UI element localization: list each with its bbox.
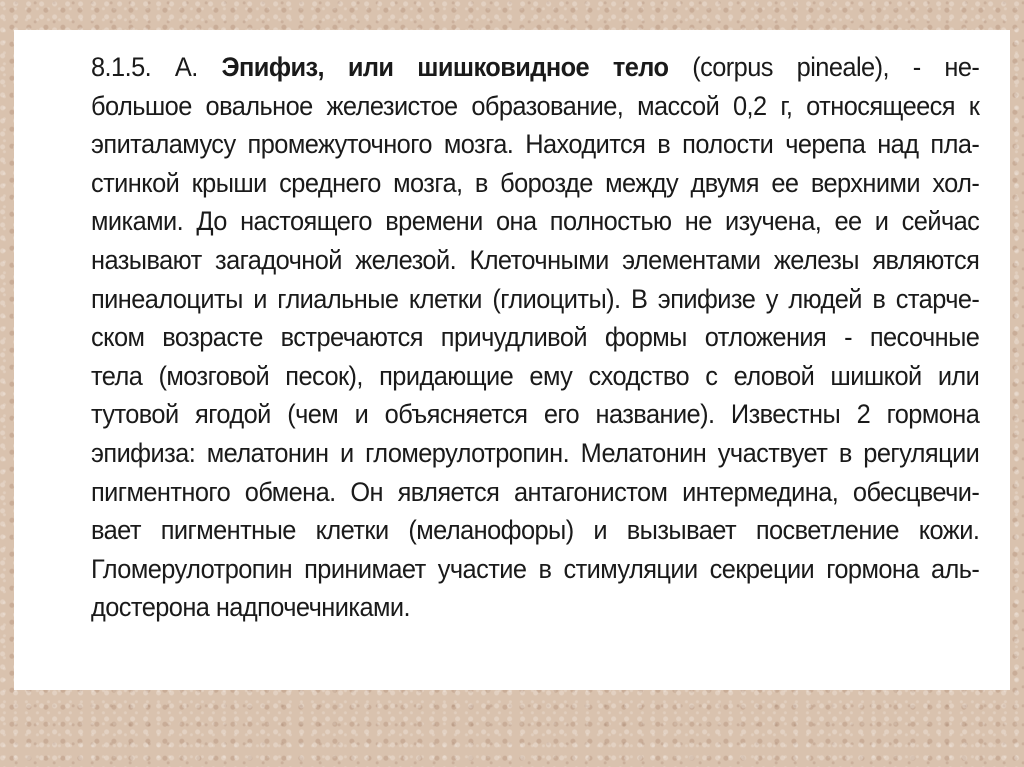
- text-line-5: миками. До настоящего времени она полностью не изучена, ее и сейчас: [91, 206, 980, 237]
- text-line-6: называют загадочной железой. Клеточными элементами железы являются: [91, 244, 980, 275]
- text-line-10: тутовой ягодой (чем и объясняется его название). Известны 2 гормона: [91, 399, 980, 430]
- text-line-12: пигментного обмена. Он является антагонистом интермедина, обесцвечи-: [91, 476, 980, 507]
- text-line-13: вает пигментные клетки (меланофоры) и вызывает посветление кожи.: [91, 515, 980, 546]
- line-1-tail: (corpus pineale), - не-: [692, 52, 980, 82]
- slide-text-panel: [14, 30, 1010, 690]
- text-line-8: ском возрасте встречаются причудливой формы отложения - песочные: [91, 322, 980, 353]
- text-line-15: достерона надпочечниками.: [91, 592, 410, 623]
- text-line-7: пинеалоциты и глиальные клетки (глиоциты). В эпифизе у людей в старче-: [91, 283, 980, 314]
- text-line-9: тела (мозговой песок), придающие ему сходство с еловой шишкой или: [91, 360, 980, 391]
- text-line-4: стинкой крыши среднего мозга, в борозде между двумя ее верхними хол-: [91, 167, 980, 198]
- text-line-14: Гломерулотропин принимает участие в стимуляции секреции гормона аль-: [91, 553, 980, 584]
- section-heading: Эпифиз, или шишковидное тело: [221, 52, 669, 82]
- text-line-1: [91, 48, 979, 87]
- text-line-2: большое овальное железистое образование, массой 0,2 г, относящееся к: [91, 90, 980, 121]
- text-line-11: эпифиза: мелатонин и гломерулотропин. Мелатонин участвует в регуляции: [91, 437, 980, 468]
- text-line-3: эпиталамусу промежуточного мозга. Находится в полости черепа над пла-: [91, 129, 980, 160]
- section-number: 8.1.5. А.: [91, 52, 198, 82]
- body-paragraph: [91, 48, 979, 627]
